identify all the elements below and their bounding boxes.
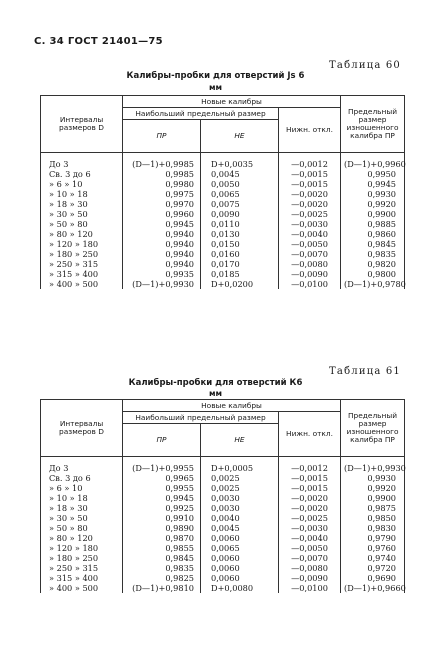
cell-worn: 0,9800	[341, 269, 405, 279]
cell-pr: 0,9985	[123, 169, 201, 179]
cell-pr: 0,9955	[123, 483, 201, 493]
cell-lower-dev: —0,0012	[279, 159, 341, 169]
cell-ne: 0,0060	[201, 553, 279, 563]
cell-ne: 0,0110	[201, 219, 279, 229]
header-new-calibers: Новые калибры	[123, 400, 341, 412]
cell-ne: 0,0060	[201, 563, 279, 573]
cell-lower-dev: —0,0020	[279, 189, 341, 199]
table-row	[41, 463, 405, 473]
cell-ne: 0,0065	[201, 189, 279, 199]
header-intervals: Интервалы размеров D	[41, 96, 123, 153]
cell-pr: 0,9940	[123, 249, 201, 259]
cell-lower-dev: —0,0100	[279, 583, 341, 593]
cell-pr: 0,9870	[123, 533, 201, 543]
table-row	[41, 563, 405, 573]
cell-worn: 0,9760	[341, 543, 405, 553]
table-row	[41, 583, 405, 593]
cell-worn: 0,9850	[341, 513, 405, 523]
cell-worn: 0,9945	[341, 179, 405, 189]
cell-worn: 0,9720	[341, 563, 405, 573]
cell-interval: » 250 » 315	[41, 563, 123, 573]
cell-lower-dev: —0,0040	[279, 533, 341, 543]
cell-lower-dev: —0,0020	[279, 199, 341, 209]
header-pr: ПР	[123, 120, 201, 153]
table-61	[40, 399, 405, 593]
cell-interval: » 80 » 120	[41, 229, 123, 239]
cell-ne: 0,0150	[201, 239, 279, 249]
cell-lower-dev: —0,0015	[279, 473, 341, 483]
table-row	[41, 239, 405, 249]
cell-lower-dev: —0,0090	[279, 573, 341, 583]
header-worn-limit: Предельный размер изношенного калибра ПР	[341, 96, 405, 153]
cell-pr: 0,9940	[123, 259, 201, 269]
table-61-number: Таблица 61	[329, 366, 401, 377]
table-row	[41, 199, 405, 209]
cell-lower-dev: —0,0040	[279, 229, 341, 239]
table-row	[41, 249, 405, 259]
table-row	[41, 209, 405, 219]
header-worn-limit: Предельный размер изношенного калибра ПР	[341, 400, 405, 457]
cell-lower-dev: —0,0012	[279, 463, 341, 473]
cell-pr: 0,9945	[123, 219, 201, 229]
cell-lower-dev: —0,0080	[279, 259, 341, 269]
cell-pr: 0,9980	[123, 179, 201, 189]
cell-worn: 0,9900	[341, 209, 405, 219]
cell-pr: (D—1)+0,9810	[123, 583, 201, 593]
cell-worn: 0,9900	[341, 493, 405, 503]
cell-interval: Св. 3 до 6	[41, 473, 123, 483]
cell-interval: » 30 » 50	[41, 209, 123, 219]
table-row	[41, 229, 405, 239]
cell-interval: » 50 » 80	[41, 523, 123, 533]
cell-worn: 0,9690	[341, 573, 405, 583]
cell-worn: (D—1)+0,9660	[341, 583, 405, 593]
cell-interval: До 3	[41, 463, 123, 473]
table-61-unit: мм	[208, 389, 223, 398]
table-row	[41, 179, 405, 189]
cell-interval: » 10 » 18	[41, 189, 123, 199]
cell-pr: 0,9925	[123, 503, 201, 513]
cell-ne: 0,0050	[201, 179, 279, 189]
table-row	[41, 483, 405, 493]
cell-ne: 0,0045	[201, 169, 279, 179]
table-row	[41, 533, 405, 543]
cell-worn: 0,9860	[341, 229, 405, 239]
header-largest-limit: Наибольший предельный размер	[123, 412, 279, 424]
cell-ne: 0,0060	[201, 533, 279, 543]
cell-pr: 0,9940	[123, 239, 201, 249]
cell-worn: 0,9740	[341, 553, 405, 563]
cell-interval: » 250 » 315	[41, 259, 123, 269]
cell-ne: 0,0025	[201, 473, 279, 483]
cell-ne: D+0,0080	[201, 583, 279, 593]
header-intervals: Интервалы размеров D	[41, 400, 123, 457]
cell-interval: » 80 » 120	[41, 533, 123, 543]
table-row	[41, 189, 405, 199]
cell-lower-dev: —0,0090	[279, 269, 341, 279]
cell-worn: 0,9920	[341, 483, 405, 493]
cell-worn: 0,9845	[341, 239, 405, 249]
cell-ne: D+0,0035	[201, 159, 279, 169]
cell-pr: 0,9835	[123, 563, 201, 573]
cell-lower-dev: —0,0015	[279, 169, 341, 179]
cell-pr: 0,9855	[123, 543, 201, 553]
cell-worn: (D—1)+0,9930	[341, 463, 405, 473]
table-row	[41, 473, 405, 483]
cell-worn: 0,9875	[341, 503, 405, 513]
table-row	[41, 269, 405, 279]
cell-lower-dev: —0,0025	[279, 513, 341, 523]
cell-lower-dev: —0,0080	[279, 563, 341, 573]
table-row	[41, 503, 405, 513]
cell-ne: 0,0025	[201, 483, 279, 493]
table-60-unit: мм	[208, 83, 223, 92]
cell-worn: 0,9885	[341, 219, 405, 229]
table-row	[41, 159, 405, 169]
cell-interval: » 180 » 250	[41, 553, 123, 563]
cell-lower-dev: —0,0070	[279, 553, 341, 563]
cell-pr: 0,9970	[123, 199, 201, 209]
cell-interval: » 30 » 50	[41, 513, 123, 523]
page-header: С. 34 ГОСТ 21401—75	[34, 36, 163, 47]
cell-ne: 0,0040	[201, 513, 279, 523]
cell-lower-dev: —0,0015	[279, 179, 341, 189]
table-60	[40, 95, 405, 289]
header-lower-dev: Нижн. откл.	[279, 108, 341, 153]
cell-ne: 0,0090	[201, 209, 279, 219]
cell-interval: » 10 » 18	[41, 493, 123, 503]
cell-lower-dev: —0,0030	[279, 219, 341, 229]
cell-worn: 0,9930	[341, 473, 405, 483]
cell-interval: До 3	[41, 159, 123, 169]
cell-interval: » 6 » 10	[41, 179, 123, 189]
cell-lower-dev: —0,0050	[279, 543, 341, 553]
table-61-title: Калибры-пробки для отверстий К6	[128, 378, 303, 388]
cell-ne: 0,0160	[201, 249, 279, 259]
cell-lower-dev: —0,0030	[279, 523, 341, 533]
header-largest-limit: Наибольший предельный размер	[123, 108, 279, 120]
cell-worn: 0,9830	[341, 523, 405, 533]
cell-interval: » 315 » 400	[41, 269, 123, 279]
table-row	[41, 523, 405, 533]
header-lower-dev: Нижн. откл.	[279, 412, 341, 457]
cell-worn: 0,9920	[341, 199, 405, 209]
cell-ne: D+0,0005	[201, 463, 279, 473]
table-row	[41, 573, 405, 583]
cell-pr: 0,9965	[123, 473, 201, 483]
cell-lower-dev: —0,0020	[279, 503, 341, 513]
cell-pr: (D—1)+0,9955	[123, 463, 201, 473]
cell-lower-dev: —0,0020	[279, 493, 341, 503]
cell-ne: 0,0065	[201, 543, 279, 553]
cell-ne: 0,0130	[201, 229, 279, 239]
table-row	[41, 553, 405, 563]
cell-ne: 0,0060	[201, 573, 279, 583]
cell-interval: » 400 » 500	[41, 279, 123, 289]
cell-interval: » 180 » 250	[41, 249, 123, 259]
cell-interval: » 120 » 180	[41, 239, 123, 249]
cell-lower-dev: —0,0100	[279, 279, 341, 289]
header-ne: НЕ	[201, 424, 279, 457]
table-row	[41, 279, 405, 289]
cell-pr: 0,9975	[123, 189, 201, 199]
table-row	[41, 169, 405, 179]
cell-interval: Св. 3 до 6	[41, 169, 123, 179]
table-60-number: Таблица 60	[329, 60, 401, 71]
cell-lower-dev: —0,0025	[279, 209, 341, 219]
cell-ne: 0,0170	[201, 259, 279, 269]
table-60-title: Калибры-пробки для отверстий Js 6	[126, 71, 305, 81]
header-pr: ПР	[123, 424, 201, 457]
cell-worn: 0,9820	[341, 259, 405, 269]
cell-ne: D+0,0200	[201, 279, 279, 289]
cell-worn: 0,9930	[341, 189, 405, 199]
cell-interval: » 400 » 500	[41, 583, 123, 593]
table-row	[41, 543, 405, 553]
cell-interval: » 315 » 400	[41, 573, 123, 583]
cell-pr: 0,9825	[123, 573, 201, 583]
cell-pr: 0,9960	[123, 209, 201, 219]
cell-pr: 0,9940	[123, 229, 201, 239]
cell-pr: 0,9935	[123, 269, 201, 279]
cell-interval: » 120 » 180	[41, 543, 123, 553]
cell-lower-dev: —0,0015	[279, 483, 341, 493]
cell-pr: 0,9910	[123, 513, 201, 523]
cell-worn: 0,9790	[341, 533, 405, 543]
cell-pr: 0,9890	[123, 523, 201, 533]
cell-interval: » 18 » 30	[41, 503, 123, 513]
cell-interval: » 50 » 80	[41, 219, 123, 229]
cell-ne: 0,0045	[201, 523, 279, 533]
cell-pr: (D—1)+0,9930	[123, 279, 201, 289]
cell-worn: (D—1)+0,9960	[341, 159, 405, 169]
cell-ne: 0,0030	[201, 503, 279, 513]
cell-lower-dev: —0,0050	[279, 239, 341, 249]
cell-interval: » 6 » 10	[41, 483, 123, 493]
header-new-calibers: Новые калибры	[123, 96, 341, 108]
header-ne: НЕ	[201, 120, 279, 153]
cell-worn: 0,9835	[341, 249, 405, 259]
cell-pr: 0,9945	[123, 493, 201, 503]
cell-interval: » 18 » 30	[41, 199, 123, 209]
cell-ne: 0,0030	[201, 493, 279, 503]
table-row	[41, 513, 405, 523]
table-row	[41, 493, 405, 503]
cell-worn: (D—1)+0,9780	[341, 279, 405, 289]
cell-ne: 0,0075	[201, 199, 279, 209]
cell-pr: (D—1)+0,9985	[123, 159, 201, 169]
cell-worn: 0,9950	[341, 169, 405, 179]
cell-ne: 0,0185	[201, 269, 279, 279]
cell-pr: 0,9845	[123, 553, 201, 563]
table-row	[41, 219, 405, 229]
table-row	[41, 259, 405, 269]
cell-lower-dev: —0,0070	[279, 249, 341, 259]
